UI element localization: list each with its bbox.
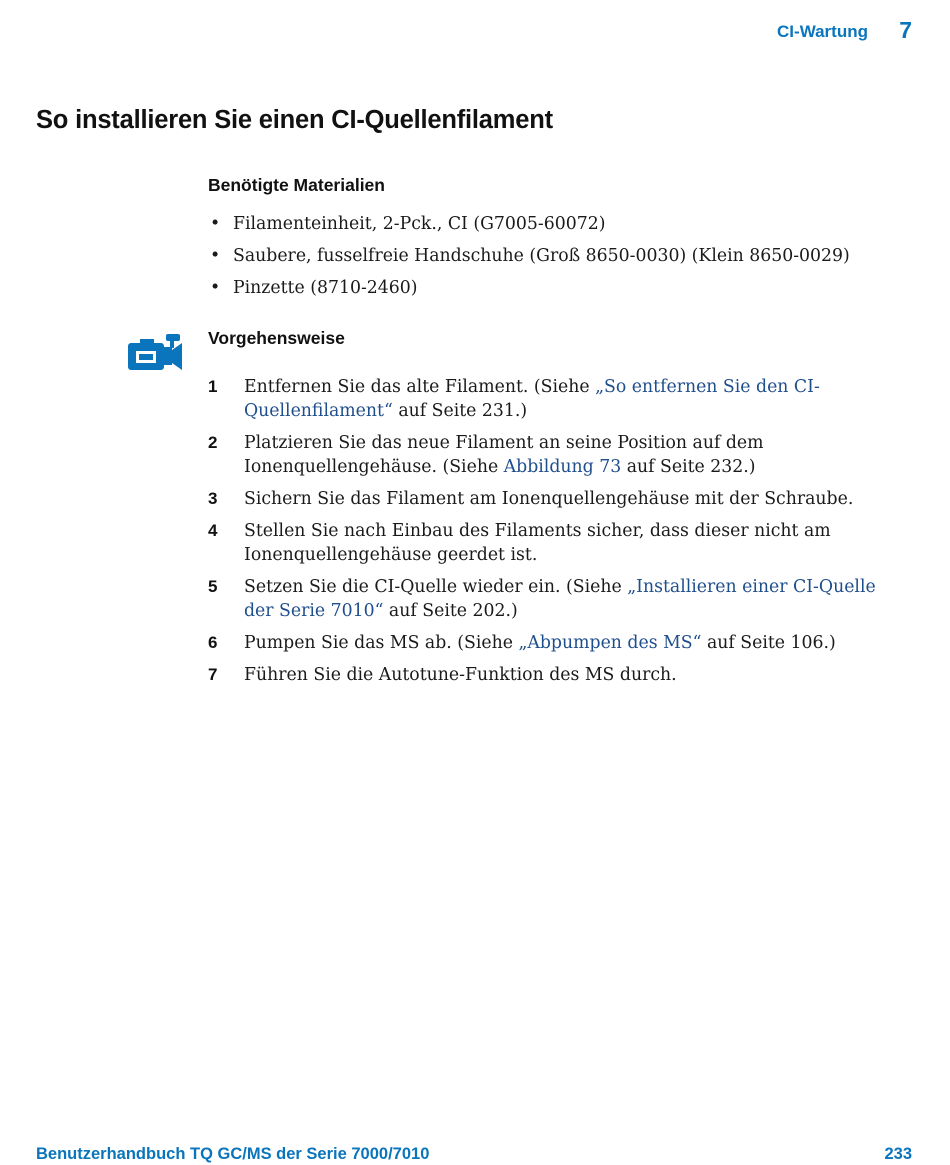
step-text: Setzen Sie die CI-Quelle wieder ein. (Siehe: [244, 577, 628, 597]
material-item-text: Filamenteinheit, 2-Pck., CI (G7005-60072): [233, 214, 606, 234]
step-item: [208, 375, 908, 423]
step-figure-link[interactable]: Abbildung 73: [503, 457, 622, 477]
materials-heading: Benötigte Materialien: [208, 175, 385, 195]
footer-page-number: 233: [884, 1145, 912, 1163]
step-text: Führen Sie die Autotune-Funktion des MS durch.: [244, 665, 677, 685]
step-cross-reference-link[interactable]: „So entfernen Sie den CI-Quellenfilament“: [244, 377, 820, 421]
step-item: [208, 663, 908, 687]
procedure-heading: Vorgehensweise: [208, 328, 345, 348]
materials-list: [208, 213, 908, 309]
step-number: 5: [208, 577, 218, 596]
step-text-suffix: auf Seite 231.): [392, 401, 528, 421]
chapter-title: CI-Wartung: [777, 22, 868, 41]
step-number: 7: [208, 665, 218, 684]
list-item: [208, 277, 908, 309]
list-item: [208, 245, 908, 277]
step-text: Pumpen Sie das MS ab. (Siehe: [244, 633, 519, 653]
step-item: [208, 431, 908, 479]
footer-manual-title: Benutzerhandbuch TQ GC/MS der Serie 7000/7010: [36, 1145, 430, 1163]
step-item: [208, 487, 908, 511]
step-item: [208, 631, 908, 655]
bullet-icon: •: [210, 214, 221, 234]
chapter-number: 7: [899, 17, 912, 43]
step-text: Platzieren Sie das neue Filament an seine Position auf dem Ionenquellengehäuse. (Siehe: [244, 433, 764, 477]
step-number: 4: [208, 521, 218, 540]
step-cross-reference-link[interactable]: „Installieren einer CI-Quelle der Serie 7010“: [244, 577, 876, 621]
page-title: So installieren Sie einen CI-Quellenfilament: [36, 106, 553, 134]
step-number: 3: [208, 489, 218, 508]
step-number: 6: [208, 633, 218, 652]
bullet-icon: •: [210, 278, 221, 298]
procedure-steps: [208, 375, 908, 695]
step-text: Entfernen Sie das alte Filament. (Siehe: [244, 377, 596, 397]
step-text-suffix: auf Seite 202.): [383, 601, 518, 621]
material-item-text: Saubere, fusselfreie Handschuhe (Groß 8650-0030) (Klein 8650-0029): [233, 246, 850, 266]
step-text: Stellen Sie nach Einbau des Filaments sicher, dass dieser nicht am Ionenquellengehäuse geerdet ist.: [244, 521, 831, 565]
bullet-icon: •: [210, 246, 221, 266]
step-text-suffix: auf Seite 106.): [701, 633, 836, 653]
step-item: [208, 519, 908, 567]
step-item: [208, 575, 908, 623]
step-number: 2: [208, 433, 218, 452]
step-text: Sichern Sie das Filament am Ionenquellengehäuse mit der Schraube.: [244, 489, 854, 509]
step-text-suffix: auf Seite 232.): [621, 457, 756, 477]
step-number: 1: [208, 377, 218, 396]
list-item: [208, 213, 908, 245]
step-cross-reference-link[interactable]: „Abpumpen des MS“: [518, 633, 702, 653]
video-camera-icon: [126, 330, 184, 374]
material-item-text: Pinzette (8710-2460): [233, 278, 418, 298]
